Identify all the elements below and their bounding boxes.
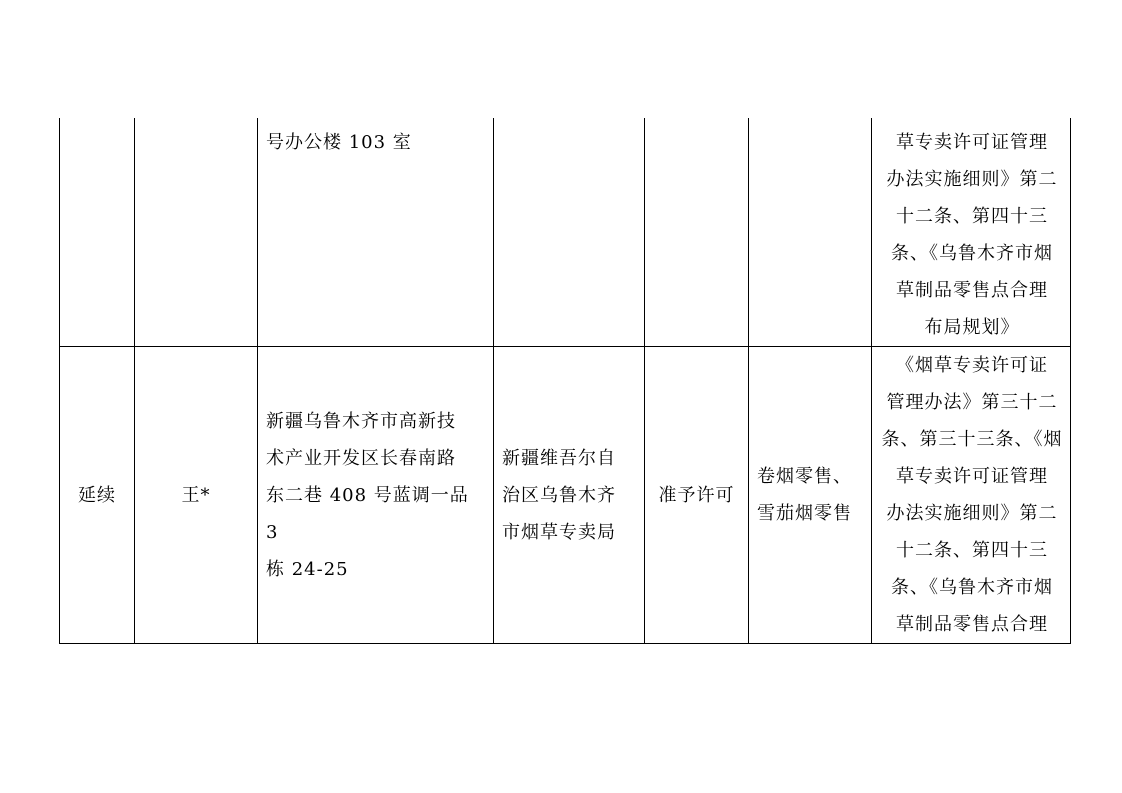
table-row: [60, 347, 1071, 644]
decision-cell: [645, 347, 749, 644]
authority-cell: [494, 118, 645, 347]
scope-text: 卷烟零售、 雪茄烟零售: [757, 466, 852, 524]
scope-cell: [749, 118, 872, 347]
decision-cell: [645, 118, 749, 347]
address-text: 新疆乌鲁木齐市高新技 术产业开发区长春南路 东二巷 408 号蓝调一品 3 栋 24-25: [266, 410, 469, 580]
table-row: [60, 118, 1071, 347]
type-cell: [60, 118, 135, 347]
name-text: 王*: [181, 484, 211, 506]
license-table: [59, 118, 1071, 644]
authority-text: 新疆维吾尔自 治区乌鲁木齐 市烟草专卖局: [502, 447, 616, 543]
address-cell: [258, 118, 494, 347]
address-cell: [258, 347, 494, 644]
decision-text: 准予许可: [658, 484, 735, 506]
basis-text: 《烟草专卖许可证 管理办法》第三十二 条、第三十三条、《烟 草专卖许可证管理 办法实施细则》第二 十二条、第四十三 条、《乌鲁木齐市烟 草制品零售点合理: [881, 355, 1063, 635]
name-cell: [135, 118, 258, 347]
authority-cell: [494, 347, 645, 644]
scope-cell: [749, 347, 872, 644]
basis-cell: [872, 347, 1071, 644]
basis-cell: [872, 118, 1071, 347]
type-text: 延续: [78, 484, 116, 506]
address-text: 号办公楼 103 室: [266, 132, 412, 153]
basis-text: 草专卖许可证管理 办法实施细则》第二 十二条、第四十三 条、《乌鲁木齐市烟 草制品零售点合理 布局规划》: [886, 132, 1058, 338]
type-cell: [60, 347, 135, 644]
name-cell: [135, 347, 258, 644]
